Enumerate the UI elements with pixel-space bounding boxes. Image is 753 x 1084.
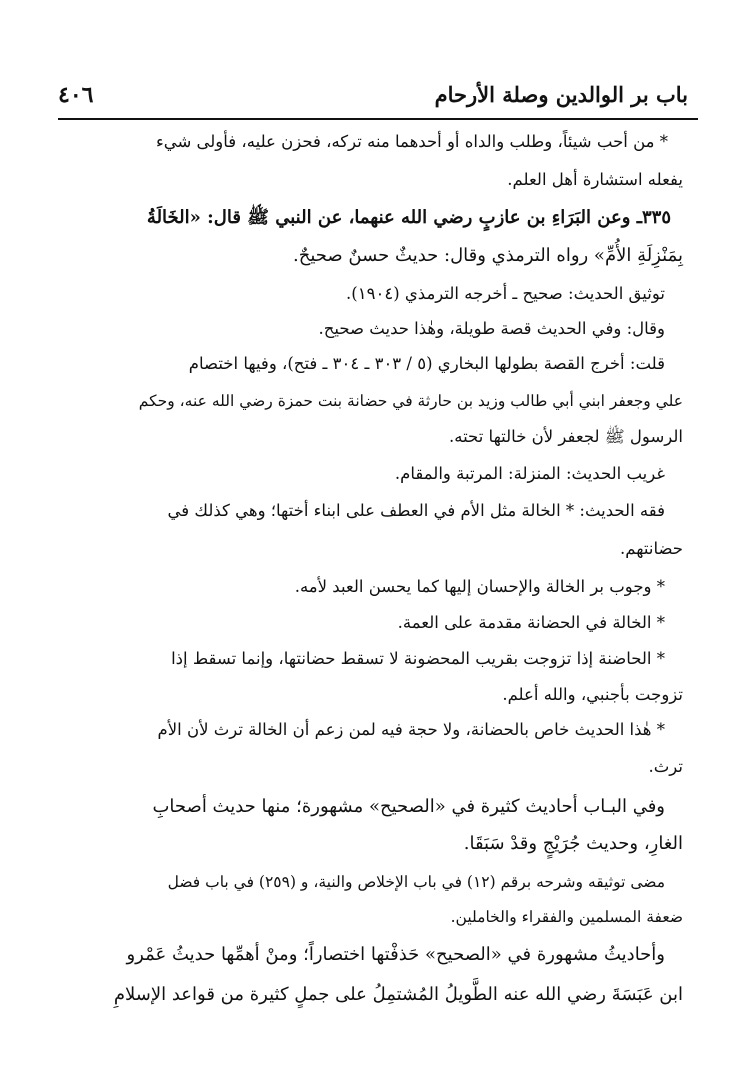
bullet-line-1: * وجوب بر الخالة والإحسان إليها كما يحسن العبد لأمه.: [294, 577, 665, 596]
text-line-18: ترث.: [648, 757, 683, 776]
text-line-6: وقال: وفي الحديث قصة طويلة، وهٰذا حديث صحيح.: [318, 319, 665, 338]
text-line-19: وفي البـاب أحاديث كثيرة في «الصحيح» مشهورة؛ منها حديث أصحابِ: [152, 796, 665, 817]
header-rule: [58, 118, 698, 120]
text-line-22: ضعفة المسلمين والفقراء والخاملين.: [450, 908, 683, 926]
text-line-12: حضانتهم.: [620, 539, 683, 558]
page-number: ٤٠٦: [58, 82, 94, 108]
hadith-335-line-2: بِمَنْزِلَةِ الأُمِّ» رواه الترمذي وقال: حديثٌ حسنٌ صحيحٌ.: [293, 245, 683, 266]
bullet-line-2: * الخالة في الحضانة مقدمة على العمة.: [397, 613, 665, 632]
bullet-line-4: * هٰذا الحديث خاص بالحضانة، ولا حجة فيه لمن زعم أن الخالة ترث لأن الأم: [157, 720, 665, 739]
running-header: [58, 76, 698, 112]
hadith-335-line-1: ٣٣٥ـ وعن البَرَاءِ بن عازبٍ رضي الله عنهما، عن النبي ﷺ قال: «الخَالَةُ: [146, 207, 671, 228]
text-line-8: علي وجعفر ابني أبي طالب وزيد بن حارثة في حضانة بنت حمزة رضي الله عنه، وحكم: [138, 392, 683, 410]
text-line-7: قلت: أخرج القصة بطولها البخاري (٥ / ٣٠٣ ـ ٣٠٤ ـ فتح)، وفيها اختصام: [188, 354, 665, 373]
chapter-title: باب بر الوالدين وصلة الأرحام: [434, 82, 688, 107]
text-line-9: الرسول ﷺ لجعفر لأن خالتها تحته.: [448, 427, 683, 446]
tawthiq-line: توثيق الحديث: صحيح ـ أخرجه الترمذي (١٩٠٤).: [346, 284, 665, 303]
text-line-16: تزوجت بأجنبي، والله أعلم.: [502, 685, 683, 704]
text-line-23: وأحاديثُ مشهورة في «الصحيح» حَذفْتها اختصاراً؛ ومنْ أهمِّها حديثُ عَمْرو: [126, 944, 665, 965]
text-line-2: يفعله استشارة أهل العلم.: [507, 170, 683, 189]
text-line-21: مضى توثيقه وشرحه برقم (١٢) في باب الإخلاص والنية، و (٢٥٩) في باب فضل: [167, 873, 665, 891]
text-line-20: الغارِ، وحديث جُرَيْجٍ وقدْ سَبَقَا.: [463, 833, 683, 854]
gharib-line: غريب الحديث: المنزلة: المرتبة والمقام.: [394, 464, 665, 483]
fiqh-line: فقه الحديث: * الخالة مثل الأم في العطف على ابناء أختها؛ وهي كذلك في: [167, 501, 665, 520]
text-line-1: * من أحب شيئاً، وطلب والداه أو أحدهما منه تركه، فحزن عليه، فأولى شيء: [155, 132, 668, 151]
bullet-line-3: * الحاضنة إذا تزوجت بقريب المحضونة لا تسقط حضانتها، وإنما تسقط إذا: [171, 649, 665, 668]
text-line-24: ابن عَبَسَةَ رضي الله عنه الطَّويلُ المُشتمِلُ على جملٍ كثيرة من قواعد الإسلامِ: [113, 984, 683, 1005]
